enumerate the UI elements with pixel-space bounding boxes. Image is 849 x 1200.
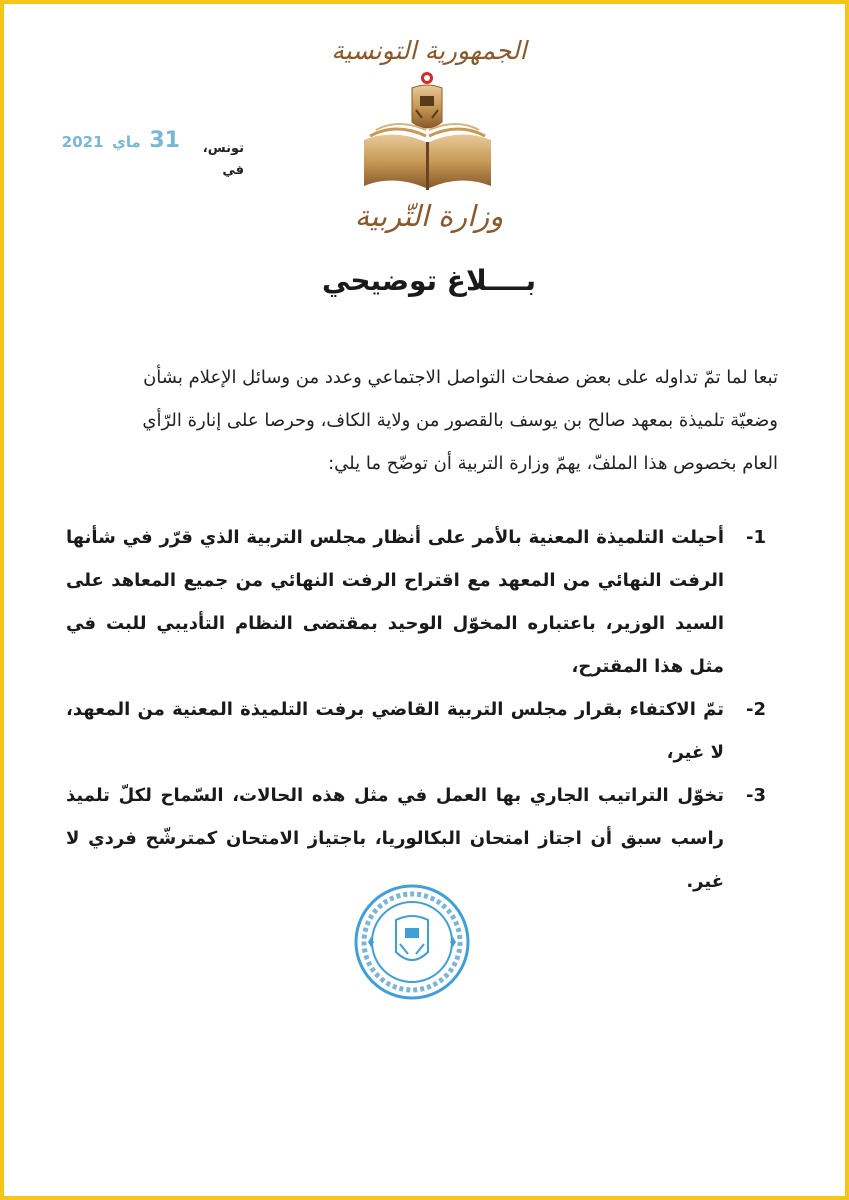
point-text: تخوّل التراتيب الجاري بها العمل في مثل هذه الحالات، السّماح لكلّ تلميذ راسب سبق أن اجتاز امتحان البكالوريا، باجتياز الامتحان كمترشّح فردي لا غير. (66, 785, 724, 892)
clarification-points (66, 516, 766, 903)
point-text: تمّ الاكتفاء بقرار مجلس التربية القاضي برفت التلميذة المعنية من المعهد، لا غير، (66, 699, 724, 763)
point-item (66, 516, 766, 688)
republic-title: الجمهورية التونسية (331, 36, 527, 65)
intro-line: تبعا لما تمّ تداوله على بعض صفحات التواصل الاجتماعي وعدد من وسائل الإعلام بشأن (143, 367, 778, 388)
date-stamp (60, 124, 180, 158)
intro-line: وضعيّة تلميذة بمعهد صالح بن يوسف بالقصور من ولاية الكاف، وحرصا على إنارة الرّأي (142, 410, 778, 431)
date-year: 2021 (61, 133, 104, 151)
intro-paragraph (66, 356, 778, 485)
ministry-name: وزارة التّربية (354, 199, 504, 233)
official-seal-icon (352, 882, 472, 1002)
intro-line: العام بخصوص هذا الملفّ، يهمّ وزارة التربية أن توضّح ما يلي: (328, 453, 778, 474)
communique-title: بــــلاغ توضيحي (322, 264, 536, 297)
point-number: 2- (745, 699, 766, 720)
point-number: 1- (745, 527, 766, 548)
date-month: ماي (112, 133, 141, 151)
date-day: 31 (149, 128, 180, 153)
point-number: 3- (745, 785, 766, 806)
place-label: تونس، في (202, 141, 244, 178)
ministry-emblem-icon (360, 70, 495, 195)
point-item (66, 688, 766, 774)
point-text: أحيلت التلميذة المعنية بالأمر على أنظار مجلس التربية الذي قرّر في شأنها الرفت النهائي من المعهد مع اقتراح الرفت النهائي من جميع المعاهد على السيد الوزير، باعتباره المخوّل الوحيد بمقتضى النظام التأديبي للبت في مثل هذا المقترح، (66, 527, 724, 677)
